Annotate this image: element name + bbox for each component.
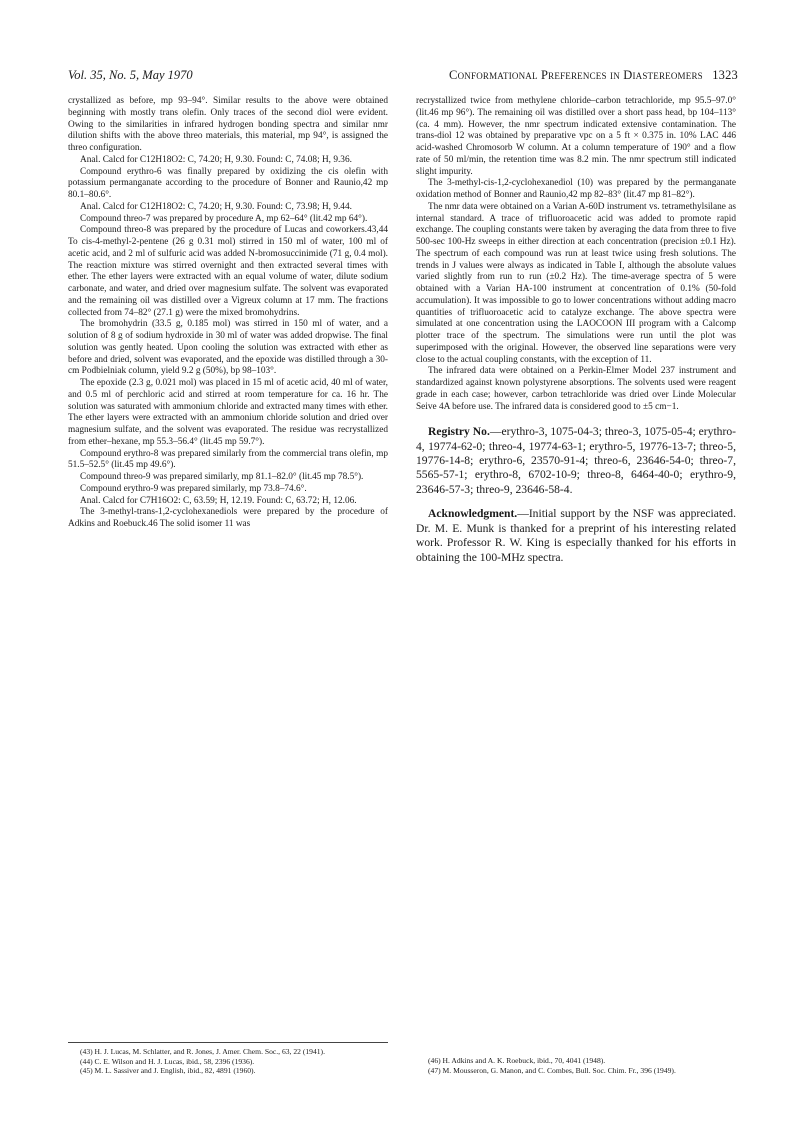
- footnote-rule: [68, 1042, 388, 1043]
- paragraph: The 3-methyl-cis-1,2-cyclohexanediol (10) was prepared by the permanganate oxidation method of Bonner and Raunio,42 mp 82–83° (lit.47 mp 81–82°).: [416, 178, 736, 200]
- footnote: (43) H. J. Lucas, M. Schlatter, and R. Jones, J. Amer. Chem. Soc., 63, 22 (1941).: [80, 1047, 325, 1056]
- running-title-block: [449, 68, 738, 83]
- paragraph: Compound erythro-9 was prepared similarly, mp 73.8–74.6°.: [80, 483, 307, 494]
- paragraph: recrystallized twice from methylene chloride–carbon tetrachloride, mp 95.5–97.0° (lit.46 mp 96°). The remaining oil was distilled over a short pass head, bp 104–113° (ca. 4 mm). However, the nmr spectrum indicated extensive contamination. The trans-diol 12 was obtained by preparative vpc on a 5 ft × 0.375 in. 10% LAC 446 acid-washed Chromosorb W column. At a column temperature of 190° and a flow rate of 50 ml/min, the retention time was 8.2 min. The nmr spectrum still indicated slight impurity.: [416, 96, 736, 177]
- footnotes-right: [416, 1042, 736, 1075]
- footnote: (46) H. Adkins and A. K. Roebuck, ibid., 70, 4041 (1948).: [428, 1056, 606, 1065]
- paragraph: Compound threo-8 was prepared by the procedure of Lucas and coworkers.43,44 To cis-4-methyl-2-pentene (26 g 0.31 mol) stirred in 150 ml of water, 100 ml of acetic acid, and 2 ml of sulfuric acid was added N-bromosuccinimide (71 g, 0.4 mol). The reaction mixture was stirred overnight and then extracted several times with ether. The ether layers were extracted with an equal volume of water, dilute sodium carbonate, and water, and dried over magnesium sulfate. The solvent was evaporated and the remaining oil was distilled over a Vigreux column at 17 mm. The fractions collected from 74–82° (27.1 g) were the mixed bromohydrins.: [68, 225, 388, 318]
- paragraph: The bromohydrin (33.5 g, 0.185 mol) was stirred in 150 ml of water, and a solution of 8 g of sodium hydroxide in 30 ml of water was added dropwise. The final solution was gently heated. Upon cooling the solution was extracted with ether as before and dried, solvent was evaporated, and the epoxide was distilled through a 30-cm Podbielniak column, yield 9.2 g (50%), bp 98–103°.: [68, 319, 388, 377]
- left-column: [68, 96, 388, 531]
- paragraph: The 3-methyl-trans-1,2-cyclohexanediols were prepared by the procedure of Adkins and Roebuck.46 The solid isomer 11 was: [68, 507, 388, 529]
- running-header: [68, 68, 738, 86]
- paragraph: Compound threo-9 was prepared similarly, mp 81.1–82.0° (lit.45 mp 78.5°).: [80, 472, 364, 482]
- journal-issue: Vol. 35, No. 5, May 1970: [68, 68, 193, 82]
- paragraph: The nmr data were obtained on a Varian A-60D instrument vs. tetramethylsilane as internal standard. A trace of trifluoroacetic acid was added to promote rapid exchange. The coupling constants were taken by averaging the data from three to five 500-sec 100-Hz sweeps in either direction at each concentration (precision ±0.1 Hz). The spectrum of each compound was run at least twice using fresh solutions. The trends in J values were always as indicated in Table I, although the absolute values varied slightly from run to run (±0.2 Hz). The time-average spectra of 5 were obtained with a Varian HA-100 instrument at concentration of 0.1% (50-fold accumulation). It was impossible to go to lower concentrations without adding macro quantities of trifluoroacetic acid to catalyze exchange. The above spectra were simulated at one concentration using the LAOCOON III program with a Calcomp plotter trace of the spectrum. The simulations were run until the plot was superimposed with the original. However, the observed line separations were very close to the actual coupling constants, with the exception of 11.: [416, 201, 736, 365]
- acknowledgment-label: Acknowledgment.: [428, 507, 518, 521]
- acknowledgment-text: —Initial support by the NSF was appreciated. Dr. M. E. Munk is thanked for a preprint of his interesting related work. Professor R. W. King is especially thanked for his efforts in obtaining the 100-MHz spectra.: [416, 507, 736, 564]
- paragraph: crystallized as before, mp 93–94°. Similar results to the above were obtained beginning with mostly trans olefin. Only traces of the second diol were evident. Owing to the similarities in infrared hydrogen bonding spectra and similar nmr dilution shifts with the above threo materials, this material, mp 94°, is assigned the threo configuration.: [68, 96, 388, 153]
- paragraph: Compound threo-7 was prepared by procedure A, mp 62–64° (lit.42 mp 64°).: [80, 213, 368, 224]
- paragraph: Anal. Calcd for C12H18O2: C, 74.20; H, 9.30. Found: C, 74.08; H, 9.36.: [80, 154, 352, 165]
- registry-text: —erythro-3, 1075-04-3; threo-3, 1075-05-4; erythro-4, 19774-62-0; threo-4, 19774-63-1; erythro-5, 19776-13-7; threo-5, 19776-14-8; erythro-6, 23570-91-4; threo-6, 23646-54-0; threo-7, 5565-57-1; erythro-8, 6702-10-9; threo-8, 6464-40-0; erythro-9, 23646-57-3; threo-9, 23646-58-4.: [416, 425, 736, 496]
- paragraph: The epoxide (2.3 g, 0.021 mol) was placed in 15 ml of acetic acid, 40 ml of water, and 0.5 ml of perchloric acid and stirred at room temperature for ca. 16 hr. The solution was saturated with ammonium chloride and extracted many times with ether. The ether layers were extracted with an ammonium chloride solution and dried over magnesium sulfate, and the solvent was evaporated. The residue was recrystallized from ether–hexane, mp 55.3–56.4° (lit.45 mp 59.7°).: [68, 378, 388, 447]
- page-number: 1323: [712, 68, 738, 82]
- registry-label: Registry No.: [428, 425, 490, 439]
- paragraph: Anal. Calcd for C7H16O2: C, 63.59; H, 12.19. Found: C, 63.72; H, 12.06.: [80, 495, 357, 506]
- footnote-spacer: [416, 1042, 736, 1056]
- running-title: Conformational Preferences in Diastereomers: [449, 68, 703, 82]
- footnote: (47) M. Mousseron, G. Manon, and C. Combes, Bull. Soc. Chim. Fr., 396 (1949).: [428, 1065, 676, 1075]
- paragraph: Anal. Calcd for C12H18O2: C, 74.20; H, 9.30. Found: C, 73.98; H, 9.44.: [80, 201, 352, 212]
- acknowledgment: [416, 507, 736, 565]
- registry-numbers: [416, 425, 736, 497]
- footnote: (44) C. E. Wilson and H. J. Lucas, ibid., 58, 2396 (1936).: [80, 1056, 255, 1066]
- footnotes-left: [68, 1042, 388, 1076]
- paragraph: Compound erythro-6 was finally prepared by oxidizing the cis olefin with potassium permanganate according to the procedure of Bonner and Raunio,42 mp 80.1–80.6°.: [68, 166, 388, 200]
- paragraph: Compound erythro-8 was prepared similarly from the commercial trans olefin, mp 51.5–52.5° (lit.45 mp 49.6°).: [68, 448, 388, 471]
- paragraph: The infrared data were obtained on a Perkin-Elmer Model 237 instrument and standardized against known polystyrene absorptions. The solvents used were reagent grade in each case; however, carbon tetrachloride was dried over Linde Molecular Seive 4A before use. The infrared data is considered good to ±5 cm−1.: [416, 366, 736, 412]
- right-column: [416, 96, 736, 565]
- footnote: (45) M. L. Sassiver and J. English, ibid., 82, 4891 (1960).: [80, 1066, 256, 1076]
